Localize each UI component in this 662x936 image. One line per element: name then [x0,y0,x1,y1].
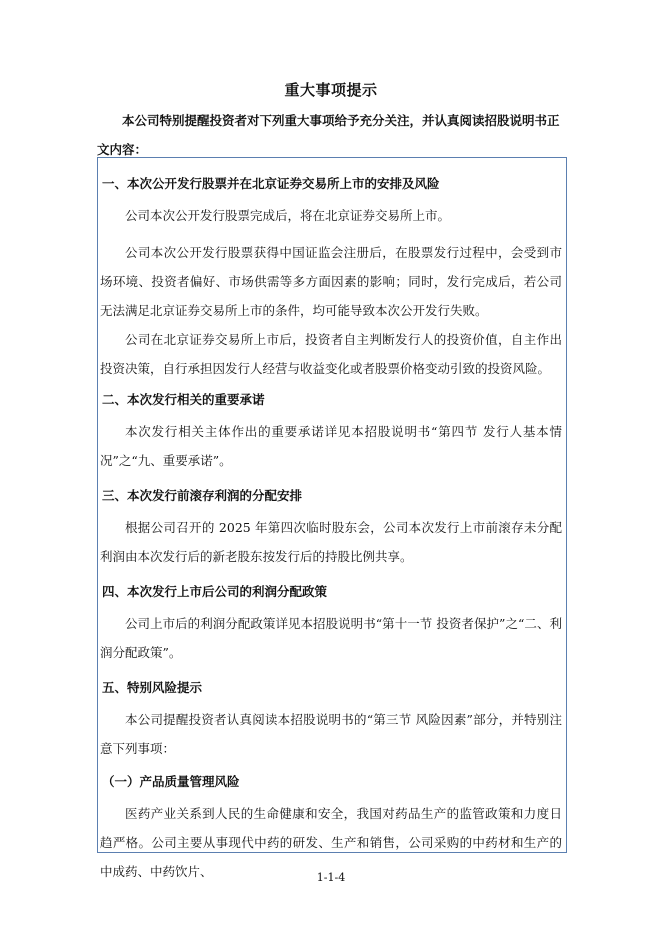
section-4-paragraph-1: 公司上市后的利润分配政策详见本招股说明书“第十一节 投资者保护”之“二、利润分配政策”。 [100,616,562,660]
section-1-paragraph-1: 公司本次公开发行股票完成后，将在北京证券交易所上市。 [125,208,451,223]
section-heading-1: 一、本次公开发行股票并在北京证券交易所上市的安排及风险 [102,176,440,191]
subsection-1-paragraph-1: 医药产业关系到人民的生命健康和安全，我国对药品生产的监管政策和力度日趋严格。公司主要从事现代中药的研发、生产和销售，公司采购的中药材和生产的中成药、中药饮片、 [100,806,562,879]
section-heading-3: 三、本次发行前滚存利润的分配安排 [102,488,303,503]
intro-paragraph: 本公司特别提醒投资者对下列重大事项给予充分关注，并认真阅读招股说明书正文内容： [97,113,560,157]
section-3-paragraph-1: 根据公司召开的 2025 年第四次临时股东会，公司本次发行上市前滚存未分配利润由本次发行后的新老股东按发行后的持股比例共享。 [100,520,562,564]
section-heading-4: 四、本次发行上市后公司的利润分配政策 [102,584,328,599]
page-title: 重大事项提示 [284,81,378,99]
page-number: 1-1-4 [316,871,346,884]
section-1-paragraph-3: 公司在北京证券交易所上市后，投资者自主判断发行人的投资价值，自主作出投资决策，自行承担因发行人经营与收益变化或者股票价格变动引致的投资风险。 [100,332,562,376]
section-heading-2: 二、本次发行相关的重要承诺 [102,392,265,407]
section-5-paragraph-1: 本公司提醒投资者认真阅读本招股说明书的“第三节 风险因素”部分，并特别注意下列事项： [100,712,562,756]
section-heading-5: 五、特别风险提示 [102,680,203,695]
subsection-heading-1: （一）产品质量管理风险 [102,774,240,789]
section-1-paragraph-2: 公司本次公开发行股票获得中国证监会注册后，在股票发行过程中，会受到市场环境、投资者偏好、市场供需等多方面因素的影响；同时，发行完成后，若公司无法满足北京证券交易所上市的条件，均可能导致本次公开发行失败。 [100,245,562,318]
section-2-paragraph-1: 本次发行相关主体作出的重要承诺详见本招股说明书“第四节 发行人基本情况”之“九、重要承诺”。 [100,424,562,468]
